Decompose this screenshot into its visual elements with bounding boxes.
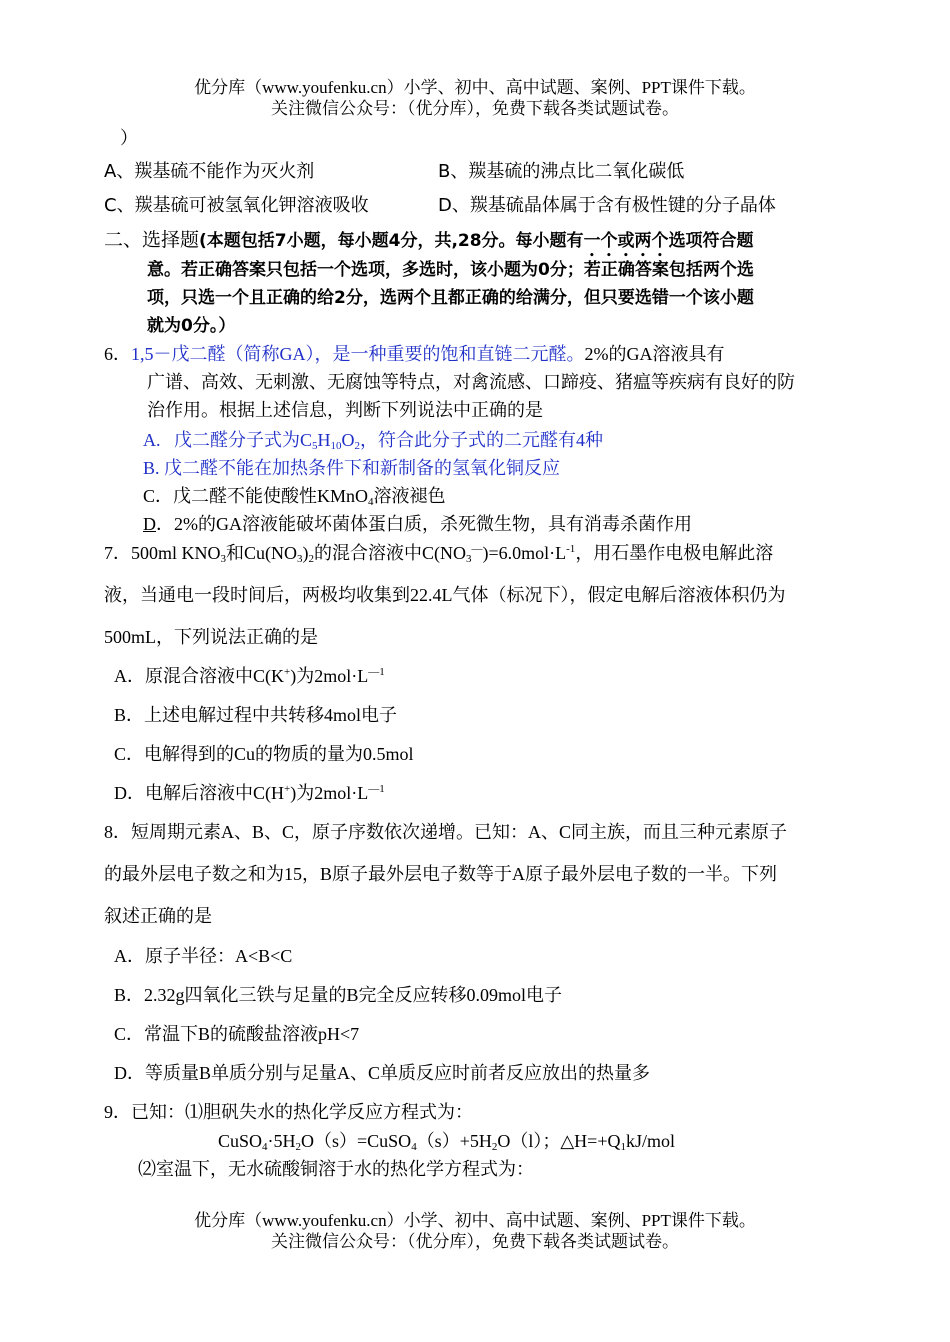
q6-option-d-text: ．2%的GA溶液能破坏菌体蛋白质，杀死微生物，具有消毒杀菌作用 — [156, 514, 692, 534]
q7-text-1: 7．500ml KNO — [104, 543, 221, 563]
q6-stem-rest: 2%的GA溶液具有 — [584, 344, 725, 364]
q9-eq-text-1: CuSO — [218, 1131, 263, 1151]
header-line-2: 关注微信公众号：（优分库），免费下载各类试题试卷。 — [271, 99, 679, 118]
q6-option-b: B. 戊二醛不能在加热条件下和新制备的氢氧化铜反应 — [143, 458, 561, 478]
header-line-1: 优分库（www.youfenku.cn）小学、初中、高中试题、案例、PPT课件下载。 — [194, 78, 756, 97]
q7-stem-line-3: 500mL，下列说法正确的是 — [104, 627, 318, 647]
q7-text-2: 和Cu(NO — [226, 543, 297, 563]
q6-stem-blue: 1,5－戊二醛（简称GA），是一种重要的饱和直链二元醛。 — [131, 344, 585, 364]
q5-option-c: C、羰基硫可被氢氧化钾溶液吸收 — [104, 195, 369, 216]
q9-eq-sub-5: 1 — [620, 1141, 626, 1153]
carryover-paren: ） — [120, 128, 138, 149]
section-instruction-3: 项，只选一个且正确的给2分，选两个且都正确的给满分，但只要选错一个该小题 — [147, 288, 754, 308]
q7-option-d-sup-2: —1 — [368, 783, 385, 795]
q7-option-d-text-2: )为2mol·L — [290, 783, 369, 803]
q6-stem-line-1 — [104, 342, 725, 366]
q7-option-a-sup-1: + — [284, 666, 291, 678]
q7-text-4: 的混合溶液中C(NO — [314, 543, 466, 563]
q6-option-d-label: D — [143, 514, 156, 534]
q6-stem-line-2: 广谱、高效、无刺激、无腐蚀等特点，对禽流感、口蹄疫、猪瘟等疾病有良好的防 — [147, 372, 795, 392]
q8-stem-line-3: 叙述正确的是 — [104, 906, 212, 926]
q7-sup-1: — — [471, 543, 483, 555]
q9-equation — [218, 1129, 675, 1153]
q6-option-a-label: A. — [143, 430, 161, 450]
section-title: 二、选择题 — [104, 230, 200, 251]
q6-number: 6． — [104, 344, 131, 364]
section-instruction-1a: (本题包括7小题，每小题4分，共,28分。每小题有 — [199, 231, 584, 251]
q7-option-b: B．上述电解过程中共转移4mol电子 — [114, 705, 398, 725]
q6-option-c-text-1: C．戊二醛不能使酸性KMnO — [143, 486, 369, 506]
q9-stem-line-3: ⑵室温下，无水硫酸铜溶于水的热化学方程式为： — [138, 1159, 534, 1179]
q9-eq-text-2: ·5H — [267, 1131, 296, 1151]
q7-sup-2: -1 — [566, 543, 576, 555]
q7-sub-3: 2 — [308, 553, 314, 565]
q9-eq-sub-4: 2 — [491, 1141, 498, 1153]
q6-option-a-text-1: 戊二醛分子式为C — [174, 430, 313, 450]
section-heading — [104, 228, 754, 261]
q8-stem-line-1: 8．短周期元素A、B、C，原子序数依次递增。已知：A、C同主族，而且三种元素原子 — [104, 822, 788, 842]
q9-eq-sub-2: 2 — [295, 1141, 302, 1153]
q5-option-b: B、羰基硫的沸点比二氧化碳低 — [438, 161, 685, 182]
q7-option-a-text-2: )为2mol·L — [290, 666, 369, 686]
footer-line-2: 关注微信公众号：（优分库），免费下载各类试题试卷。 — [271, 1232, 679, 1251]
section-instruction-emphasis: 一个或两个 — [583, 231, 669, 251]
q5-option-a: A、羰基硫不能作为灭火剂 — [104, 161, 315, 182]
q7-text-5: )=6.0mol·L — [482, 543, 567, 563]
q6-option-a — [143, 428, 603, 452]
q6-option-a-sub-1: 5 — [312, 440, 318, 452]
section-instruction-2: 意。若正确答案只包括一个选项，多选时，该小题为0分；若正确答案包括两个选 — [147, 260, 754, 280]
q9-eq-text-6: kJ/mol — [626, 1131, 676, 1151]
q7-option-a-sup-2: —1 — [368, 666, 385, 678]
q7-sub-4: 3 — [466, 553, 472, 565]
q8-option-a: A．原子半径：A<B<C — [114, 946, 293, 966]
q8-option-d: D．等质量B单质分别与足量A、C单质反应时前者反应放出的热量多 — [114, 1063, 651, 1083]
q9-eq-text-3: O（s）=CuSO — [301, 1131, 412, 1151]
q5-option-d: D、羰基硫晶体属于含有极性键的分子晶体 — [438, 195, 776, 216]
q6-option-d — [143, 512, 692, 536]
q6-option-a-text-3: O — [341, 430, 355, 450]
q7-sub-2: 3 — [297, 553, 303, 565]
q9-eq-text-5: O（l）；△H=+Q — [497, 1131, 621, 1151]
q9-eq-sub-3: 4 — [411, 1141, 417, 1153]
q6-option-a-sub-3: 2 — [354, 440, 361, 452]
q6-option-a-text-4: ，符合此分子式的二元醛有4种 — [360, 430, 604, 450]
q9-stem-line-1: 9．已知：⑴胆矾失水的热化学反应方程式为： — [104, 1102, 473, 1122]
section-instruction-4: 就为0分。） — [147, 316, 236, 336]
q7-sub-1: 3 — [220, 553, 226, 565]
q6-option-c-sub: 4 — [368, 496, 374, 508]
q6-option-a-sub-2: 10 — [330, 440, 342, 452]
q6-option-a-text-2: H — [317, 430, 331, 450]
q7-option-d-sup-1: + — [284, 783, 291, 795]
q6-stem-line-3: 治作用。根据上述信息，判断下列说法中正确的是 — [147, 400, 543, 420]
q8-option-c: C．常温下B的硫酸盐溶液pH<7 — [114, 1024, 360, 1044]
q7-stem-line-1 — [104, 541, 773, 565]
q7-option-d — [114, 781, 385, 805]
q6-option-c — [143, 484, 446, 508]
q7-stem-line-2: 液，当通电一段时间后，两极均收集到22.4L气体（标况下），假定电解后溶液体积仍为 — [104, 585, 786, 605]
q7-option-a — [114, 664, 385, 688]
q7-option-c: C．电解得到的Cu的物质的量为0.5mol — [114, 744, 414, 764]
q9-eq-text-4: （s）+5H — [416, 1131, 492, 1151]
q8-stem-line-2: 的最外层电子数之和为15，B原子最外层电子数等于A原子最外层电子数的一半。下列 — [104, 864, 778, 884]
q7-option-d-text-1: D．电解后溶液中C(H — [114, 783, 284, 803]
footer-line-1: 优分库（www.youfenku.cn）小学、初中、高中试题、案例、PPT课件下载。 — [194, 1211, 756, 1230]
q8-option-b: B．2.32g四氧化三铁与足量的B完全反应转移0.09mol电子 — [114, 985, 563, 1005]
q9-eq-sub-1: 4 — [262, 1141, 268, 1153]
section-instruction-1c: 选项符合题 — [668, 231, 754, 251]
q6-option-c-text-2: 溶液褪色 — [373, 486, 446, 506]
q7-text-6: ，用石墨作电极电解此溶 — [575, 543, 774, 563]
q7-option-a-text-1: A．原混合溶液中C(K — [114, 666, 284, 686]
q7-text-3: ) — [302, 543, 309, 563]
